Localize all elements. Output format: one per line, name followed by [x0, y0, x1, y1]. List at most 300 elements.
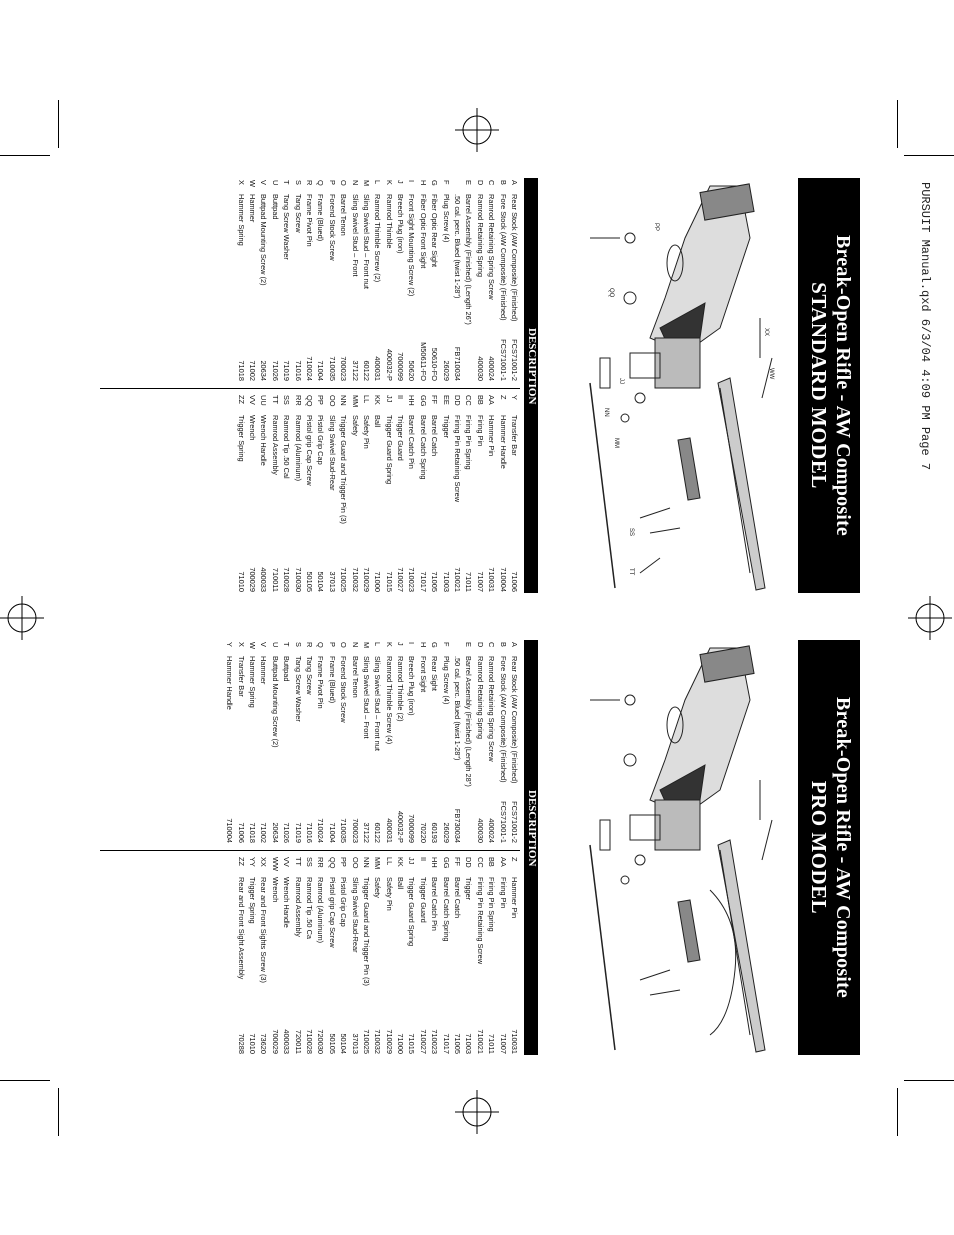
part-description: Barrel Tenon [350, 656, 360, 698]
part-description: Breech Plug (iron) [407, 656, 417, 716]
pro-description-header [524, 640, 538, 1055]
svg-text:JJ: JJ [618, 378, 624, 384]
parts-row [486, 178, 497, 383]
pro-title-bar [798, 640, 860, 1055]
part-description: Sling Swivel Stud – Front nut [373, 656, 383, 751]
part-letter: P [327, 642, 337, 647]
part-letter: YY [248, 857, 258, 867]
part-description: Trigger Guard Spring [384, 415, 394, 485]
parts-row [417, 178, 428, 383]
parts-row [509, 178, 520, 383]
part-description: Fore Stock (AW Composite) (Finished) [498, 194, 508, 321]
part-number: 400030 [475, 818, 485, 843]
parts-row [395, 640, 406, 845]
parts-row [509, 389, 520, 594]
parts-row [395, 851, 406, 1056]
part-number: 700029 [270, 1029, 280, 1054]
part-number: 37122 [361, 822, 371, 843]
parts-row [486, 389, 497, 594]
parts-row [304, 640, 315, 845]
part-description: Front Sight Mounting Screw (2) [407, 194, 417, 297]
part-number: 710029 [384, 1029, 394, 1054]
part-description: Plug Screw (4) [441, 656, 451, 705]
parts-row [440, 851, 451, 1056]
part-description: Firing Pin Retaining Screw [475, 877, 485, 965]
part-description: Wrench [270, 877, 280, 903]
part-number: 710025 [339, 567, 349, 592]
part-letter: NN [339, 395, 349, 406]
registration-mark-left [0, 596, 44, 640]
part-letter: W [248, 180, 258, 187]
part-letter: A [510, 180, 519, 185]
parts-row [361, 640, 372, 845]
part-letter: BB [487, 857, 497, 867]
part-description: Frame Pivot Pin [304, 194, 314, 247]
part-letter: G [430, 180, 440, 186]
part-letter: T [282, 642, 292, 647]
part-description: Breech Plug (iron) [396, 194, 406, 254]
part-number: 37013 [350, 1033, 360, 1054]
parts-row [406, 640, 417, 845]
parts-row [292, 640, 303, 845]
part-letter: SS [304, 857, 314, 867]
part-number: 50105 [327, 1033, 337, 1054]
parts-row [224, 640, 235, 845]
part-number: 60122 [361, 360, 371, 381]
parts-row [292, 178, 303, 383]
part-number: 50610-FO [430, 347, 440, 381]
part-number: 50104 [339, 1033, 349, 1054]
part-number: 20634 [270, 822, 280, 843]
part-letter: V [259, 642, 269, 647]
part-number: 710023 [407, 567, 417, 592]
parts-row [486, 851, 497, 1056]
part-number: 400031 [384, 818, 394, 843]
part-number: 71011 [464, 571, 474, 592]
part-number: 710024 [316, 818, 326, 843]
part-letter: MM [350, 395, 360, 408]
part-description: Tang Screw [304, 656, 314, 695]
svg-text:MM: MM [613, 438, 619, 448]
part-letter: K [384, 642, 394, 647]
part-letter: O [339, 642, 349, 648]
part-number: 400032-P [396, 810, 406, 843]
parts-row [338, 851, 349, 1056]
parts-row [463, 640, 474, 845]
part-number: 710032 [373, 1029, 383, 1054]
part-description: Barrel Catch [430, 415, 440, 457]
part-description: Ramrod Assembly [293, 877, 303, 937]
parts-row [349, 389, 360, 594]
parts-row [269, 640, 280, 845]
standard-model-panel [100, 178, 860, 593]
part-letter: T [282, 180, 292, 185]
part-number: 710031 [487, 567, 497, 592]
part-letter: II [396, 395, 406, 400]
part-number: FCS71001-2 [510, 339, 519, 381]
part-letter: OO [327, 395, 337, 407]
part-description: Sling Swivel Stud – Front nut [361, 194, 371, 289]
part-description: Transfer Bar [510, 415, 519, 456]
part-letter: U [270, 180, 280, 186]
part-number: 71007 [475, 571, 485, 592]
parts-row [406, 389, 417, 594]
parts-row [474, 389, 485, 594]
part-number: 50104 [316, 571, 326, 592]
part-description: Hammer Spring [248, 656, 258, 708]
parts-row [281, 389, 292, 594]
part-description: Rear Sight [430, 656, 440, 691]
part-letter: S [293, 180, 303, 185]
standard-title-bar [798, 178, 860, 593]
part-description: Ramrod (Aluminum) [316, 877, 326, 944]
parts-row [463, 389, 474, 594]
part-number: 400032-P [384, 348, 394, 381]
parts-row [463, 178, 474, 383]
part-letter: LL [361, 395, 371, 404]
part-description: Trigger Guard [418, 877, 428, 923]
parts-row [315, 389, 326, 594]
part-number: 71010 [236, 571, 246, 592]
parts-row [258, 851, 269, 1056]
parts-row [452, 178, 463, 383]
part-number: 71010 [248, 1033, 258, 1054]
parts-row [474, 640, 485, 845]
part-description: Pistol Grip Cap [316, 415, 326, 465]
part-letter: F [441, 642, 451, 647]
parts-row [326, 178, 337, 383]
parts-row [417, 389, 428, 594]
parts-row [269, 178, 280, 383]
part-number: 71000 [373, 571, 383, 592]
parts-row [247, 851, 258, 1056]
part-description: Plug Screw (4) [441, 194, 451, 243]
parts-row [247, 640, 258, 845]
part-letter: UU [259, 395, 269, 406]
part-description: Ramrod Thimble Screw (2) [373, 194, 383, 283]
part-description: Fiber Optic Rear Sight [430, 194, 440, 268]
svg-text:TT: TT [628, 568, 634, 576]
parts-row [440, 178, 451, 383]
part-number: 71015 [407, 1033, 417, 1054]
part-description: Rear and Front Sights Screw (3) [259, 877, 269, 983]
part-letter: C [487, 642, 497, 648]
part-description: Hammer [259, 656, 269, 685]
part-number: 400030 [475, 356, 485, 381]
part-description: Fiber Optic Front Sight [418, 194, 428, 269]
parts-row [486, 640, 497, 845]
part-description: Ramrod Retaining Spring [475, 656, 485, 739]
part-description: Barrel Tenon [339, 194, 349, 236]
parts-row [338, 178, 349, 383]
part-number: 71026 [270, 360, 280, 381]
part-number: FCS71001-1 [498, 801, 508, 843]
part-description: Trigger [441, 415, 451, 439]
part-description: Ramrod Thimble (2) [396, 656, 406, 722]
part-description: Transfer Bar [236, 656, 246, 697]
part-letter: PP [339, 857, 349, 867]
parts-row [440, 640, 451, 845]
part-description: Firing Pin Retaining Screw [453, 415, 463, 503]
part-letter: QQ [304, 395, 314, 407]
part-description: Firing Pin [475, 415, 485, 447]
part-number: 71016 [293, 360, 303, 381]
part-description: Tang Screw [293, 194, 303, 233]
parts-row [269, 389, 280, 594]
part-number: 710031 [510, 1029, 519, 1054]
svg-text:WW: WW [768, 368, 774, 380]
parts-row [315, 851, 326, 1056]
parts-row [372, 851, 383, 1056]
part-description: Pistol grip Cap Screw [327, 877, 337, 948]
part-description: Sling Swivel Stud – Front [350, 194, 360, 277]
part-description: Pistol grip Cap Screw [304, 415, 314, 486]
part-letter: WW [270, 857, 280, 871]
part-number: 71019 [293, 822, 303, 843]
part-letter: B [498, 180, 508, 185]
part-number: 71019 [282, 360, 292, 381]
part-description: Barrel Assembly (Finished) (Length 28") [464, 656, 474, 787]
part-description: Barrel Catch Pin [430, 877, 440, 931]
part-letter: DD [464, 857, 474, 868]
svg-text:XX: XX [763, 328, 769, 337]
parts-row [429, 640, 440, 845]
part-letter: G [430, 642, 440, 648]
part-letter: C [487, 180, 497, 186]
part-number: 710004 [498, 567, 508, 592]
part-description: Hammer Handle [225, 656, 235, 710]
part-number: 700029 [248, 567, 258, 592]
part-description: Safety [350, 415, 360, 436]
registration-mark-right [908, 596, 952, 640]
parts-row [258, 640, 269, 845]
part-number: 710030 [293, 567, 303, 592]
parts-row [235, 640, 246, 845]
part-description: Rear Stock (AW Composite) (Finished) [510, 656, 519, 784]
part-letter: P [327, 180, 337, 185]
part-letter: R [304, 180, 314, 186]
parts-row [326, 389, 337, 594]
part-description: Rear and Front Sight Assembly [236, 877, 246, 980]
parts-row [315, 178, 326, 383]
part-number: 71016 [304, 822, 314, 843]
part-letter: ZZ [236, 857, 246, 867]
parts-row [281, 640, 292, 845]
parts-row [281, 851, 292, 1056]
part-number: 70220 [418, 822, 428, 843]
part-number: 71011 [487, 1033, 497, 1054]
part-number: 700023 [350, 818, 360, 843]
svg-text:NN: NN [603, 408, 609, 417]
part-letter: V [259, 180, 269, 185]
parts-row [269, 851, 280, 1056]
part-letter: QQ [327, 857, 337, 869]
parts-row [372, 640, 383, 845]
part-number: 71003 [464, 1033, 474, 1054]
parts-row [338, 389, 349, 594]
part-letter: R [304, 642, 314, 648]
part-number: 710023 [430, 1029, 440, 1054]
part-description: Buttpad Mounting Screw (2) [270, 656, 280, 748]
file-slug: PURSUIT Manual.qxd 6/3/04 4:09 PM Page 7 [918, 182, 932, 471]
parts-row [395, 389, 406, 594]
parts-row [383, 389, 394, 594]
part-number: 720011 [293, 1029, 303, 1054]
part-description: Trigger Guard Spring [407, 877, 417, 947]
part-letter: D [475, 642, 485, 648]
part-letter: L [373, 180, 383, 185]
part-number: 710027 [396, 567, 406, 592]
part-description: Sling Swivel Stud-Rear [350, 877, 360, 953]
parts-row [326, 640, 337, 845]
part-letter: M [361, 642, 371, 649]
part-letter: K [384, 180, 394, 185]
parts-row [429, 851, 440, 1056]
part-number: 400033 [259, 567, 269, 592]
svg-text:PP: PP [653, 223, 659, 232]
part-letter: RR [293, 395, 303, 406]
part-description: Barrel Catch Spring [441, 877, 451, 942]
part-letter: JJ [384, 395, 394, 403]
parts-row [383, 178, 394, 383]
standard-parts-table [100, 178, 520, 593]
parts-row [372, 178, 383, 383]
part-letter: B [498, 642, 508, 647]
part-letter: SS [282, 395, 292, 405]
part-description: Ramrod Retaining Spring Screw [487, 194, 497, 300]
part-letter: I [407, 642, 417, 645]
parts-row [474, 178, 485, 383]
part-description: Ramrod Tip .50 Ca [304, 877, 314, 940]
parts-row [292, 851, 303, 1056]
part-description: Sling Swivel Stud-Rear [327, 415, 337, 491]
part-number: 71000 [396, 1033, 406, 1054]
part-description: Ball [373, 415, 383, 428]
part-number: 400024 [487, 818, 497, 843]
parts-row [361, 851, 372, 1056]
parts-row [235, 851, 246, 1056]
part-letter: CC [464, 395, 474, 406]
part-number: 71026 [282, 822, 292, 843]
part-description: Ramrod (Aluminum) [293, 415, 303, 482]
parts-row [509, 851, 520, 1056]
part-letter: H [418, 180, 428, 186]
part-letter: NN [361, 857, 371, 868]
part-number: 60193 [430, 822, 440, 843]
part-number: M50611-FO [418, 342, 428, 381]
parts-row [474, 851, 485, 1056]
parts-row [406, 851, 417, 1056]
part-description: Trigger Guard and Trigger Pin (3) [339, 415, 349, 524]
pro-subtitle: PRO MODEL [807, 780, 831, 915]
parts-row [497, 851, 508, 1056]
part-number: 70288 [236, 1033, 246, 1054]
pro-exploded-diagram [550, 640, 780, 1055]
part-letter: PP [316, 395, 326, 405]
part-number: 710021 [475, 1029, 485, 1054]
parts-row [247, 389, 258, 594]
part-number: 710004 [225, 818, 235, 843]
part-description: Barrel Catch [453, 877, 463, 919]
part-description: Buttpad Mounting Screw (2) [259, 194, 269, 286]
pro-model-panel [100, 640, 860, 1055]
part-number: 710035 [327, 356, 337, 381]
part-number: 50620 [407, 360, 417, 381]
part-letter: HH [407, 395, 417, 406]
part-description: Ramrod Tip .50 Cal [282, 415, 292, 479]
part-number: 71015 [384, 571, 394, 592]
part-number: 50105 [304, 571, 314, 592]
standard-parts-right [100, 388, 520, 594]
part-letter: E [464, 642, 474, 647]
part-description: Barrel Assembly (Finished) (Length 26") [464, 194, 474, 325]
parts-row [383, 640, 394, 845]
part-description: Ramrod Thimble [384, 194, 394, 249]
part-letter: ZZ [236, 395, 246, 405]
standard-title: Break-Open Rifle - AW Composite [832, 234, 854, 536]
parts-row [349, 178, 360, 383]
part-description: Trigger Spring [248, 877, 258, 924]
part-number: 37013 [327, 571, 337, 592]
part-letter: VV [282, 857, 292, 867]
part-letter: X [236, 642, 246, 647]
part-letter: OO [350, 857, 360, 869]
parts-row [247, 178, 258, 383]
part-description: Safety Pin [361, 415, 371, 449]
parts-row [429, 178, 440, 383]
part-description: .50 cal. perc. Blued (twist 1-28") [453, 194, 463, 299]
part-number: 710021 [453, 567, 463, 592]
standard-description-label: DESCRIPTION [526, 328, 538, 405]
parts-row [497, 178, 508, 383]
parts-row [361, 389, 372, 594]
parts-row [326, 851, 337, 1056]
parts-row [452, 640, 463, 845]
parts-row [383, 851, 394, 1056]
part-number: 710028 [304, 1029, 314, 1054]
parts-row [235, 389, 246, 594]
parts-row [497, 389, 508, 594]
part-description: Fore Stock (AW Composite) (Finished) [498, 656, 508, 783]
part-description: Ball [396, 877, 406, 890]
pro-parts-left [224, 640, 520, 845]
parts-row [429, 389, 440, 594]
part-description: Barrel Catch Pin [407, 415, 417, 469]
registration-mark-top [455, 108, 499, 152]
part-letter: S [293, 642, 303, 647]
part-description: Ramrod Assembly [270, 415, 280, 475]
part-letter: AA [487, 395, 497, 405]
part-number: 73620 [259, 1033, 269, 1054]
part-number: 20634 [259, 360, 269, 381]
part-letter: W [248, 642, 258, 649]
part-description: Front Sight [418, 656, 428, 693]
part-letter: A [510, 642, 519, 647]
part-number: 700023 [339, 356, 349, 381]
parts-row [417, 851, 428, 1056]
part-number: 60122 [373, 822, 383, 843]
part-description: Trigger Guard and Trigger Pin (3) [361, 877, 371, 986]
part-letter: LL [384, 857, 394, 866]
pro-parts-table [100, 640, 520, 1055]
rotated-page [100, 178, 860, 1054]
part-letter: Z [510, 857, 519, 862]
part-letter: X [236, 180, 246, 185]
part-letter: GG [441, 857, 451, 869]
part-letter: AA [498, 857, 508, 867]
part-number: 71004 [327, 822, 337, 843]
part-letter: FF [453, 857, 463, 867]
